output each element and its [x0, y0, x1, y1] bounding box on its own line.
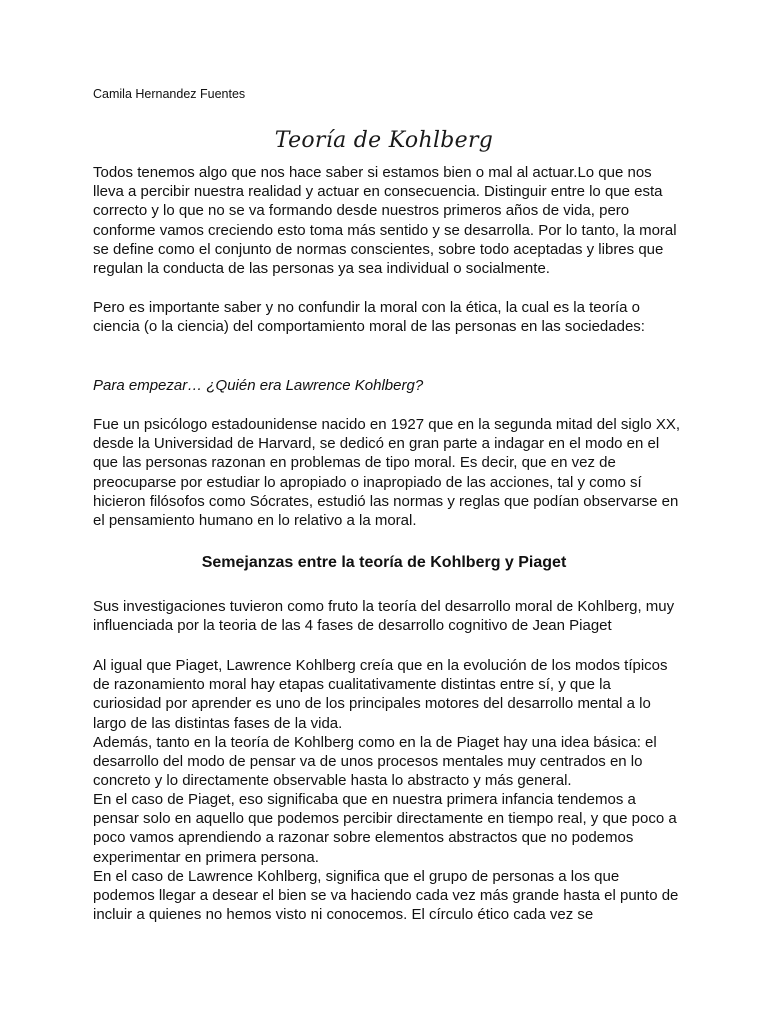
kohlberg-case-paragraph: En el caso de Lawrence Kohlberg, significa que el grupo de personas a los que podemos llegar a desear el bien se va haciendo cada vez más grande hasta el punto de incluir a quienes no hemos visto ni conocemos. El círculo ético cada vez se [93, 868, 679, 924]
similarity-paragraph: Al igual que Piaget, Lawrence Kohlberg creía que en la evolución de los modos típicos de razonamiento moral hay etapas cualitativamente distintas entre sí, y que la curiosidad por aprender es uno de los principales motores del desarrollo mental a lo largo de las distintas fases de la vida. [93, 657, 668, 732]
ethics-paragraph: Pero es importante saber y no confundir la moral con la ética, la cual es la teoría o ciencia (o la ciencia) del comportamiento moral de las personas en las sociedades: [93, 299, 645, 336]
document-title: Teoría de Kohlberg [274, 128, 494, 153]
biography-paragraph: Fue un psicólogo estadounidense nacido en 1927 que en la segunda mitad del siglo XX, desde la Universidad de Harvard, se dedicó en gran parte a indagar en el modo en el que las personas razonan en problemas de tipo moral. Es decir, que en vez de preocuparse por estudiar lo apropiado o inapropiado de las acciones, tal y como sí hicieron filósofos como Sócrates, estudió las normas y reglas que podían observarse en el pensamiento humano en lo relativo a la moral. [93, 416, 681, 530]
research-paragraph: Sus investigaciones tuvieron como fruto la teoría del desarrollo moral de Kohlberg, muy influenciada por la teoria de las 4 fases de desarrollo cognitivo de Jean Piaget [93, 598, 675, 635]
intro-paragraph: Todos tenemos algo que nos hace saber si estamos bien o mal al actuar.Lo que nos lleva a percibir nuestra realidad y actuar en consecuencia. Distinguir entre lo que esta correcto y lo que no se va formando desde nuestros primeros años de vida, pero conforme vamos creciendo esto toma más sentido y se desarrolla. Por lo tanto, la moral se define como el conjunto de normas conscientes, sobre todo aceptadas y libres que regulan la conducta de las personas ya sea individual o socialmente. [93, 164, 677, 278]
section-heading: Semejanzas entre la teoría de Kohlberg y Piaget [201, 554, 567, 571]
author-name: Camila Hernandez Fuentes [93, 87, 246, 101]
basic-idea-paragraph: Además, tanto en la teoría de Kohlberg como en la de Piaget hay una idea básica: el desarrollo del modo de pensar va de unos procesos mentales muy centrados en lo concreto y lo directamente observable hasta lo abstracto y más general. [93, 734, 657, 790]
question-paragraph: Para empezar… ¿Quién era Lawrence Kohlberg? [93, 377, 424, 394]
piaget-case-paragraph: En el caso de Piaget, eso significaba que en nuestra primera infancia tendemos a pensar solo en aquello que podemos percibir directamente en tiempo real, y que poco a poco vamos aprendiendo a razonar sobre elementos abstractos que no podemos experimentar en primera persona. [93, 791, 677, 866]
